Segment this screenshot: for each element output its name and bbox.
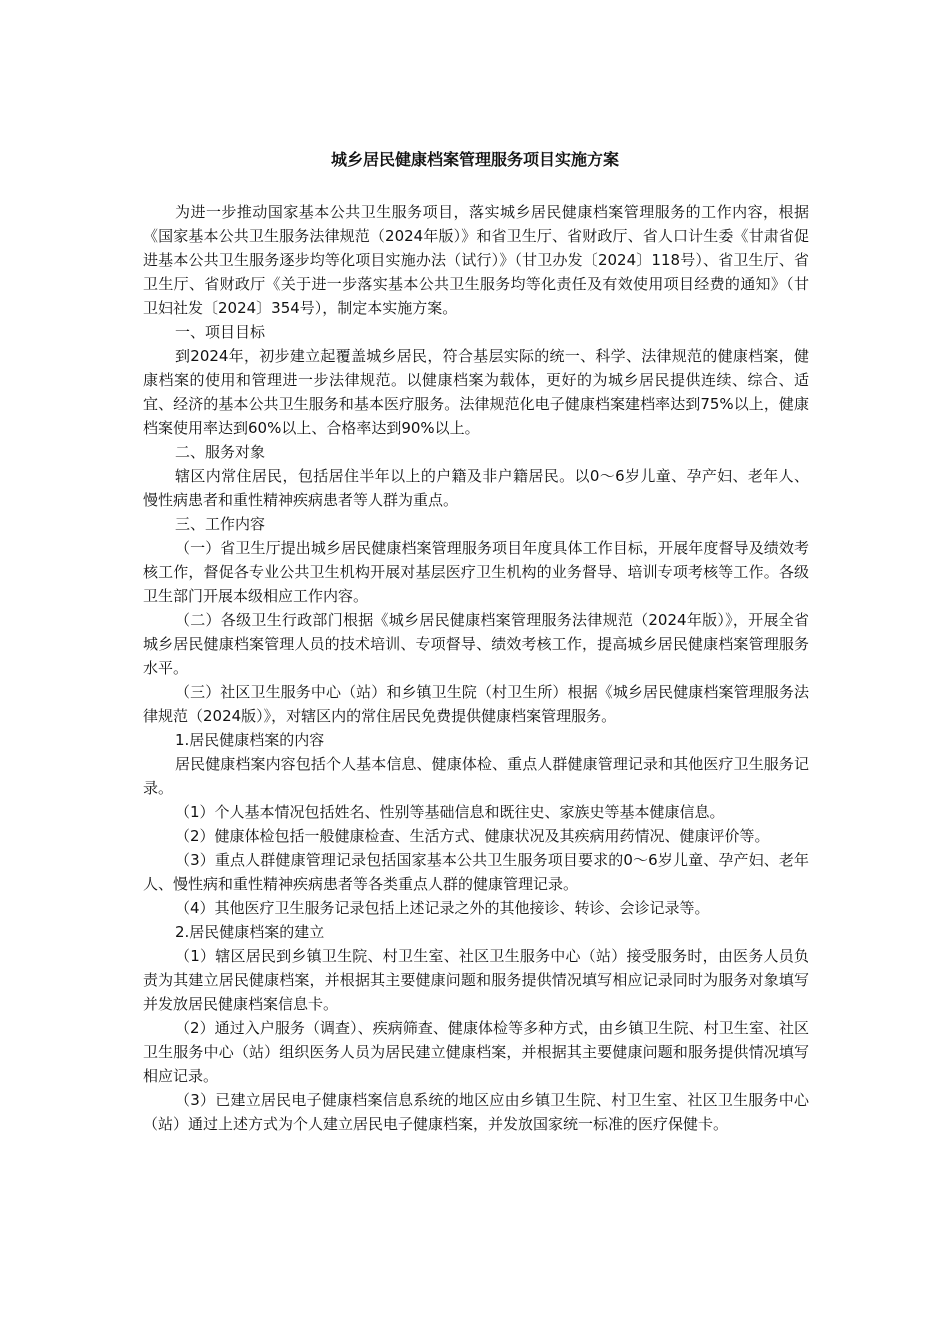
archive-content-paragraph: 居民健康档案内容包括个人基本信息、健康体检、重点人群健康管理记录和其他医疗卫生服务记录。 (143, 755, 809, 797)
subheading-archive-establishment: 2.居民健康档案的建立 (175, 923, 325, 941)
archive-content-item-4: （4）其他医疗卫生服务记录包括上述记录之外的其他接诊、转诊、会诊记录等。 (175, 899, 710, 917)
archive-content-item-1: （1）个人基本情况包括姓名、性别等基础信息和既往史、家族史等基本健康信息。 (175, 803, 725, 821)
archive-content-item-2: （2）健康体检包括一般健康检查、生活方式、健康状况及其疾病用药情况、健康评价等。 (175, 827, 770, 845)
section-heading-service-targets: 二、服务对象 (175, 443, 266, 461)
section-heading-work-content: 三、工作内容 (175, 515, 266, 533)
subheading-archive-content: 1.居民健康档案的内容 (175, 731, 325, 749)
document-body (143, 200, 809, 1136)
document-title: 城乡居民健康档案管理服务项目实施方案 (330, 150, 619, 169)
archive-establishment-item-3: （3）已建立居民电子健康档案信息系统的地区应由乡镇卫生院、村卫生室、社区卫生服务中心（站）通过上述方式为个人建立居民电子健康档案，并发放国家统一标准的医疗保健卡。 (143, 1091, 809, 1133)
work-item-2-paragraph: （二）各级卫生行政部门根据《城乡居民健康档案管理服务法律规范（2024年版）》，开展全省城乡居民健康档案管理人员的技术培训、专项督导、绩效考核工作，提高城乡居民健康档案管理服务水平。 (143, 611, 809, 677)
work-item-3-paragraph: （三）社区卫生服务中心（站）和乡镇卫生院（村卫生所）根据《城乡居民健康档案管理服务法律规范（2024版）》，对辖区内的常住居民免费提供健康档案管理服务。 (143, 683, 809, 725)
goals-paragraph: 到2024年，初步建立起覆盖城乡居民，符合基层实际的统一、科学、法律规范的健康档案，健康档案的使用和管理进一步法律规范。以健康档案为载体，更好的为城乡居民提供连续、综合、适宜、经济的基本公共卫生服务和基本医疗服务。法律规范化电子健康档案建档率达到75%以上，健康档案使用率达到60%以上、合格率达到90%以上。 (143, 347, 809, 437)
intro-paragraph: 为进一步推动国家基本公共卫生服务项目，落实城乡居民健康档案管理服务的工作内容，根据《国家基本公共卫生服务法律规范（2024年版）》和省卫生厅、省财政厅、省人口计生委《甘肃省促进基本公共卫生服务逐步均等化项目实施办法（试行）》（甘卫办发〔2024〕118号）、省卫生厅、省卫生厅、省财政厅《关于进一步落实基本公共卫生服务均等化责任及有效使用项目经费的通知》（甘卫妇社发〔2024〕354号），制定本实施方案。 (143, 203, 809, 317)
section-heading-goals: 一、项目目标 (175, 323, 266, 341)
service-targets-paragraph: 辖区内常住居民，包括居住半年以上的户籍及非户籍居民。以0～6岁儿童、孕产妇、老年人、慢性病患者和重性精神疾病患者等人群为重点。 (143, 467, 809, 509)
work-item-1-paragraph: （一）省卫生厅提出城乡居民健康档案管理服务项目年度具体工作目标，开展年度督导及绩效考核工作，督促各专业公共卫生机构开展对基层医疗卫生机构的业务督导、培训专项考核等工作。各级卫生部门开展本级相应工作内容。 (143, 539, 809, 605)
archive-establishment-item-1: （1）辖区居民到乡镇卫生院、村卫生室、社区卫生服务中心（站）接受服务时，由医务人员负责为其建立居民健康档案，并根据其主要健康问题和服务提供情况填写相应记录同时为服务对象填写并发放居民健康档案信息卡。 (143, 947, 809, 1013)
archive-establishment-item-2: （2）通过入户服务（调查）、疾病筛查、健康体检等多种方式，由乡镇卫生院、村卫生室、社区卫生服务中心（站）组织医务人员为居民建立健康档案，并根据其主要健康问题和服务提供情况填写相应记录。 (143, 1019, 809, 1085)
archive-content-item-3: （3）重点人群健康管理记录包括国家基本公共卫生服务项目要求的0～6岁儿童、孕产妇、老年人、慢性病和重性精神疾病患者等各类重点人群的健康管理记录。 (143, 851, 809, 893)
